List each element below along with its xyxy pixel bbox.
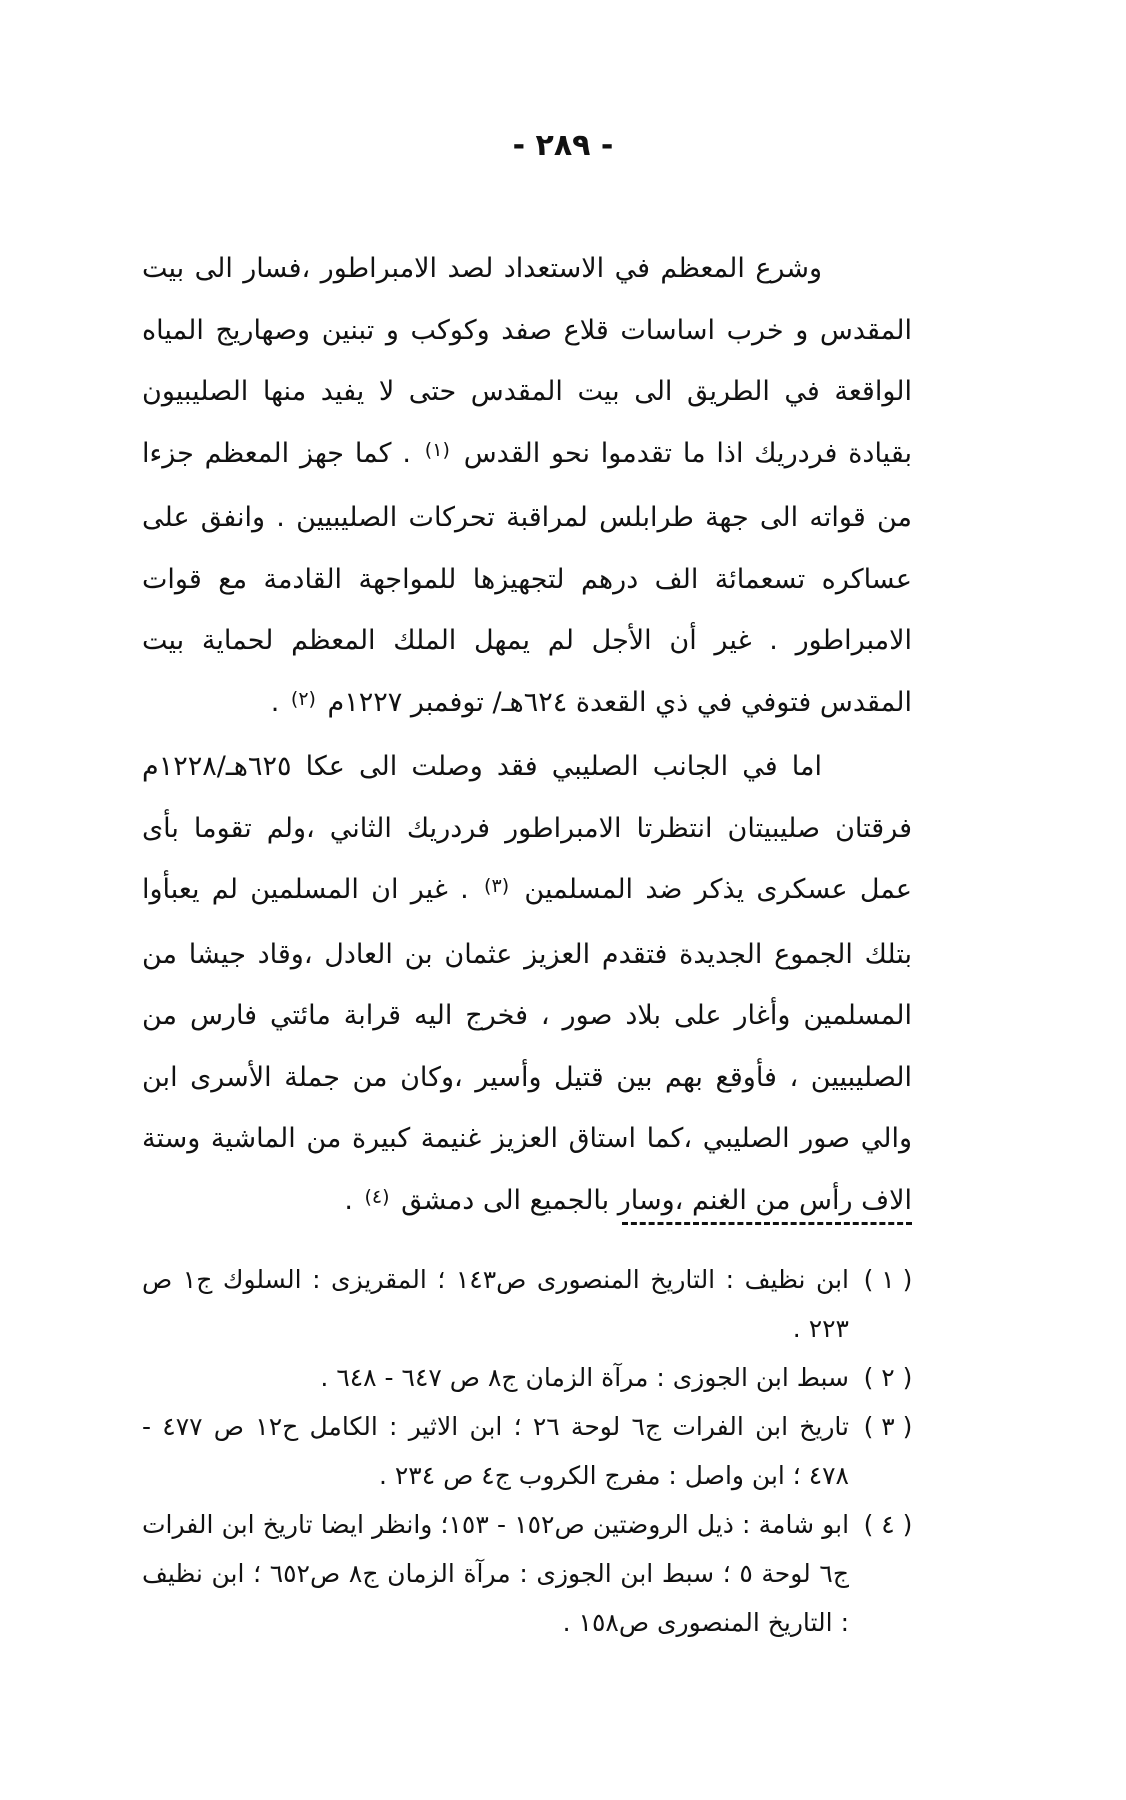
footnote-ref-4: (٤): [364, 1185, 390, 1208]
footnote-text: سبط ابن الجوزى : مرآة الزمان ج٨ ص ٦٤٧ - ٦٤٨ .: [320, 1363, 849, 1392]
paragraph-2-part-a: اما في الجانب الصليبي فقد وصلت الى عكا ٦٢٥هـ/١٢٢٨م فرقتان صليبيتان انتظرتا الامبراطور فردريك الثاني ،ولم تقوما بأى عمل عسكرى يذكر ضد المسلمين: [142, 751, 912, 905]
footnote-number: ( ٣ ): [863, 1412, 913, 1441]
footnotes: [142, 1255, 927, 1647]
footnote-text: ابو شامة : ذيل الروضتين ص١٥٢ - ١٥٣؛ وانظر ايضا تاريخ ابن الفرات ج٦ لوحة ٥ ؛ سبط ابن الجوزى : مرآة الزمان ج٨ ص٦٥٢ ؛ ابن نظيف : التاريخ المنصورى ص١٥٨ .: [142, 1510, 850, 1637]
main-text: [142, 238, 912, 1234]
footnote-number: ( ٤ ): [863, 1510, 913, 1539]
paragraph-2: [142, 736, 912, 1234]
footnote-4: [142, 1500, 927, 1647]
footnote-number: ( ١ ): [863, 1265, 913, 1294]
footnote-1: [142, 1255, 927, 1353]
paragraph-1-end: .: [270, 686, 280, 718]
paragraph-1-part-b: . كما جهز المعظم جزءا من قواته الى جهة طرابلس لمراقبة تحركات الصليبيين . وانفق على عساكره تسعمائة الف درهم لتجهيزها للمواجهة القادمة مع قوات الامبراطور . غير أن الأجل لم يمهل الملك المعظم لحماية بيت المقدس فتوفي في ذي القعدة ٦٢٤هـ/ توفمبر ١٢٢٧م: [142, 437, 912, 718]
paragraph-2-part-b: . غير ان المسلمين لم يعبأوا بتلك الجموع الجديدة فتقدم العزيز عثمان بن العادل ،وقاد جيشا من المسلمين وأغار على بلاد صور ، فخرج اليه قرابة مائتي فارس من الصليبيين ، فأوقع بهم بين قتيل وأسير ،وكان من جملة الأسرى ابن والي صور الصليبي ،كما استاق العزيز غنيمة كبيرة من الماشية وستة الاف رأس من الغنم ،وسار بالجميع الى دمشق: [142, 874, 912, 1216]
footnote-text: ابن نظيف : التاريخ المنصورى ص١٤٣ ؛ المقريزى : السلوك ج١ ص ٢٢٣ .: [142, 1265, 849, 1343]
paragraph-1: [142, 238, 912, 736]
footnote-3: [142, 1402, 927, 1500]
footnote-ref-2: (٢): [290, 687, 316, 710]
paragraph-2-end: .: [344, 1184, 353, 1216]
page-number: - ٢٨٩ -: [512, 128, 614, 163]
footnote-separator: [622, 1222, 912, 1225]
footnote-text: تاريخ ابن الفرات ج٦ لوحة ٢٦ ؛ ابن الاثير : الكامل ح١٢ ص ٤٧٧ - ٤٧٨ ؛ ابن واصل : مفرج الكروب ج٤ ص ٢٣٤ .: [142, 1412, 849, 1490]
footnote-ref-1: (١): [424, 438, 450, 461]
footnote-2: [142, 1353, 927, 1402]
paragraph-1-part-a: وشرع المعظم في الاستعداد لصد الامبراطور ،فسار الى بيت المقدس و خرب اساسات قلاع صفد وكوكب و تبنين وصهاريج المياه الواقعة في الطريق الى بيت المقدس حتى لا يفيد منها الصليبيون بقيادة فردريك اذا ما تقدموا نحو القدس: [142, 253, 912, 469]
footnote-ref-3: (٣): [484, 875, 510, 897]
footnote-number: ( ٢ ): [863, 1363, 913, 1392]
